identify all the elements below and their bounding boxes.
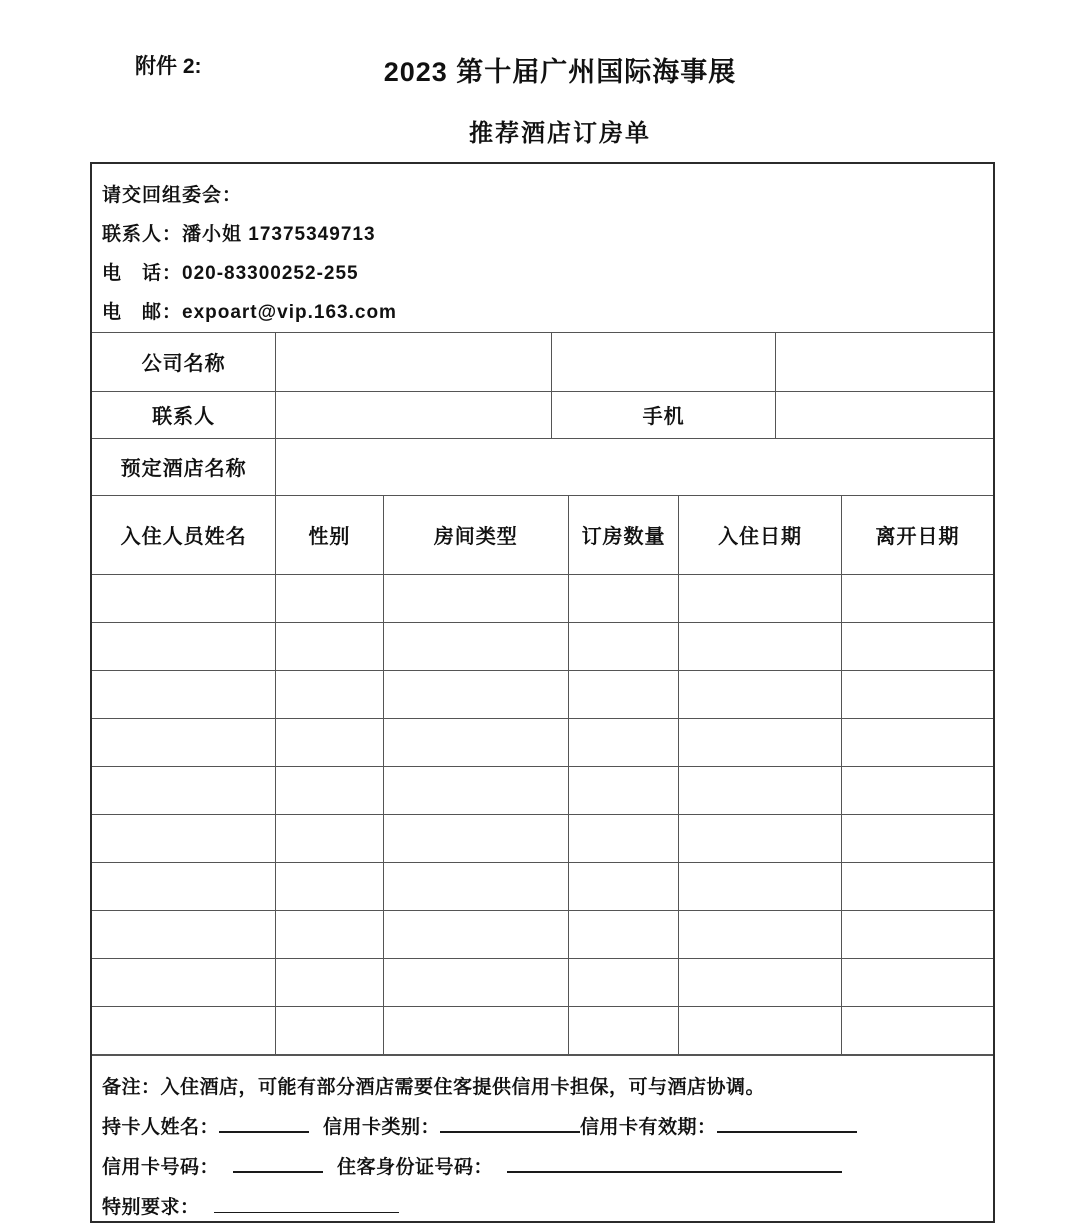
special-request-blank-line: [214, 1194, 399, 1213]
guest-table: [92, 496, 993, 1056]
guest-empty-cell: [679, 623, 842, 671]
phone-line: 电 话：020-83300252-255: [102, 263, 359, 284]
cardholder-blank-line: [219, 1113, 309, 1133]
guest-empty-cell: [383, 767, 569, 815]
guest-empty-cell: [92, 767, 276, 815]
guest-empty-cell: [569, 1007, 679, 1055]
guest-empty-cell: [383, 815, 569, 863]
guest-empty-cell: [92, 911, 276, 959]
card-expiry-label: 信用卡有效期：: [580, 1117, 717, 1138]
gender-header: 性别: [276, 496, 383, 575]
guest-empty-cell: [383, 671, 569, 719]
return-to-line: 请交回组委会：: [102, 185, 243, 206]
notes-block: [92, 1055, 993, 1228]
guest-empty-cell: [92, 575, 276, 623]
title-row: [0, 50, 1080, 89]
card-type-blank-line: [440, 1113, 580, 1133]
guest-empty-cell: [569, 767, 679, 815]
page-title: 2023 第十届广州国际海事展: [383, 57, 737, 87]
mobile-cell: [776, 391, 993, 438]
cardholder-line: [102, 1108, 993, 1148]
mobile-label: 手机: [552, 391, 776, 438]
guest-empty-row: [92, 959, 993, 1007]
guest-empty-cell: [842, 767, 993, 815]
guest-empty-cell: [383, 911, 569, 959]
guest-empty-cell: [92, 1007, 276, 1055]
guest-empty-cell: [679, 815, 842, 863]
guest-empty-cell: [842, 671, 993, 719]
guest-empty-cell: [679, 959, 842, 1007]
checkin-date-header: 入住日期: [679, 496, 842, 575]
cardholder-label: 持卡人姓名：: [102, 1117, 220, 1138]
hotel-name-cell: [276, 438, 993, 495]
room-count-header: 订房数量: [569, 496, 679, 575]
guest-empty-cell: [569, 575, 679, 623]
card-type-label: 信用卡类别：: [323, 1117, 441, 1138]
guest-empty-row: [92, 671, 993, 719]
booking-form: [90, 162, 995, 1223]
email-line: 电 邮：expoart@vip.163.com: [102, 302, 397, 323]
guest-empty-cell: [842, 1007, 993, 1055]
guest-empty-cell: [679, 767, 842, 815]
guest-empty-cell: [276, 575, 383, 623]
subtitle-row: [0, 113, 1080, 148]
guest-id-label: 住客身份证号码：: [337, 1157, 494, 1178]
guest-empty-cell: [276, 719, 383, 767]
guest-empty-cell: [569, 623, 679, 671]
contact-person-line: 联系人：潘小姐 17375349713: [102, 224, 376, 245]
guest-empty-cell: [842, 575, 993, 623]
guest-table-body: [92, 575, 993, 1055]
guest-empty-cell: [383, 1007, 569, 1055]
remark-line: 备注：入住酒店，可能有部分酒店需要住客提供信用卡担保，可与酒店协调。: [102, 1077, 766, 1098]
guest-empty-cell: [842, 959, 993, 1007]
special-request-line: [102, 1188, 993, 1228]
guest-empty-cell: [679, 719, 842, 767]
company-extra-cell-2: [776, 333, 993, 391]
contact-person-label: 联系人: [92, 391, 276, 438]
guest-empty-cell: [842, 719, 993, 767]
guest-empty-cell: [383, 863, 569, 911]
guest-empty-cell: [92, 671, 276, 719]
guest-table-header-row: [92, 496, 993, 575]
guest-empty-cell: [569, 815, 679, 863]
hotel-name-label: 预定酒店名称: [92, 438, 276, 495]
guest-empty-row: [92, 911, 993, 959]
contact-row: [92, 391, 993, 438]
guest-empty-cell: [383, 575, 569, 623]
guest-empty-cell: [92, 959, 276, 1007]
guest-empty-cell: [92, 623, 276, 671]
guest-empty-cell: [679, 863, 842, 911]
guest-empty-cell: [276, 623, 383, 671]
page-subtitle: 推荐酒店订房单: [469, 120, 651, 147]
guest-empty-cell: [679, 671, 842, 719]
guest-empty-cell: [569, 959, 679, 1007]
guest-empty-cell: [679, 575, 842, 623]
guest-empty-cell: [383, 623, 569, 671]
guest-id-blank-line: [507, 1153, 842, 1173]
guest-empty-row: [92, 575, 993, 623]
guest-empty-cell: [276, 1007, 383, 1055]
guest-name-header: 入住人员姓名: [92, 496, 276, 575]
guest-empty-cell: [842, 623, 993, 671]
guest-empty-cell: [92, 815, 276, 863]
info-table: [92, 333, 993, 496]
guest-empty-cell: [569, 719, 679, 767]
guest-empty-cell: [569, 863, 679, 911]
guest-empty-cell: [92, 863, 276, 911]
guest-empty-cell: [383, 719, 569, 767]
contact-person-cell: [276, 391, 552, 438]
guest-empty-cell: [679, 911, 842, 959]
organizer-contact-block: [92, 164, 993, 333]
company-row: [92, 333, 993, 391]
company-name-label: 公司名称: [92, 333, 276, 391]
card-number-line: [102, 1148, 993, 1188]
guest-empty-row: [92, 719, 993, 767]
guest-empty-cell: [842, 815, 993, 863]
guest-empty-cell: [276, 671, 383, 719]
guest-empty-cell: [276, 911, 383, 959]
guest-empty-cell: [276, 863, 383, 911]
checkout-date-header: 离开日期: [842, 496, 993, 575]
guest-empty-cell: [679, 1007, 842, 1055]
room-type-header: 房间类型: [383, 496, 569, 575]
guest-empty-cell: [276, 959, 383, 1007]
guest-empty-cell: [92, 719, 276, 767]
card-expiry-blank-line: [717, 1113, 857, 1133]
guest-empty-row: [92, 623, 993, 671]
guest-empty-row: [92, 767, 993, 815]
guest-empty-cell: [842, 911, 993, 959]
guest-empty-cell: [276, 767, 383, 815]
attachment-label: 附件 2:: [135, 55, 202, 78]
company-name-cell: [276, 333, 552, 391]
card-number-blank-line: [233, 1153, 323, 1173]
company-extra-cell-1: [552, 333, 776, 391]
guest-empty-row: [92, 815, 993, 863]
guest-empty-row: [92, 863, 993, 911]
special-request-label: 特别要求：: [102, 1197, 200, 1218]
guest-empty-cell: [276, 815, 383, 863]
guest-empty-row: [92, 1007, 993, 1055]
guest-empty-cell: [569, 911, 679, 959]
hotel-row: [92, 438, 993, 495]
guest-empty-cell: [569, 671, 679, 719]
guest-empty-cell: [842, 863, 993, 911]
guest-empty-cell: [383, 959, 569, 1007]
card-number-label: 信用卡号码：: [102, 1157, 220, 1178]
